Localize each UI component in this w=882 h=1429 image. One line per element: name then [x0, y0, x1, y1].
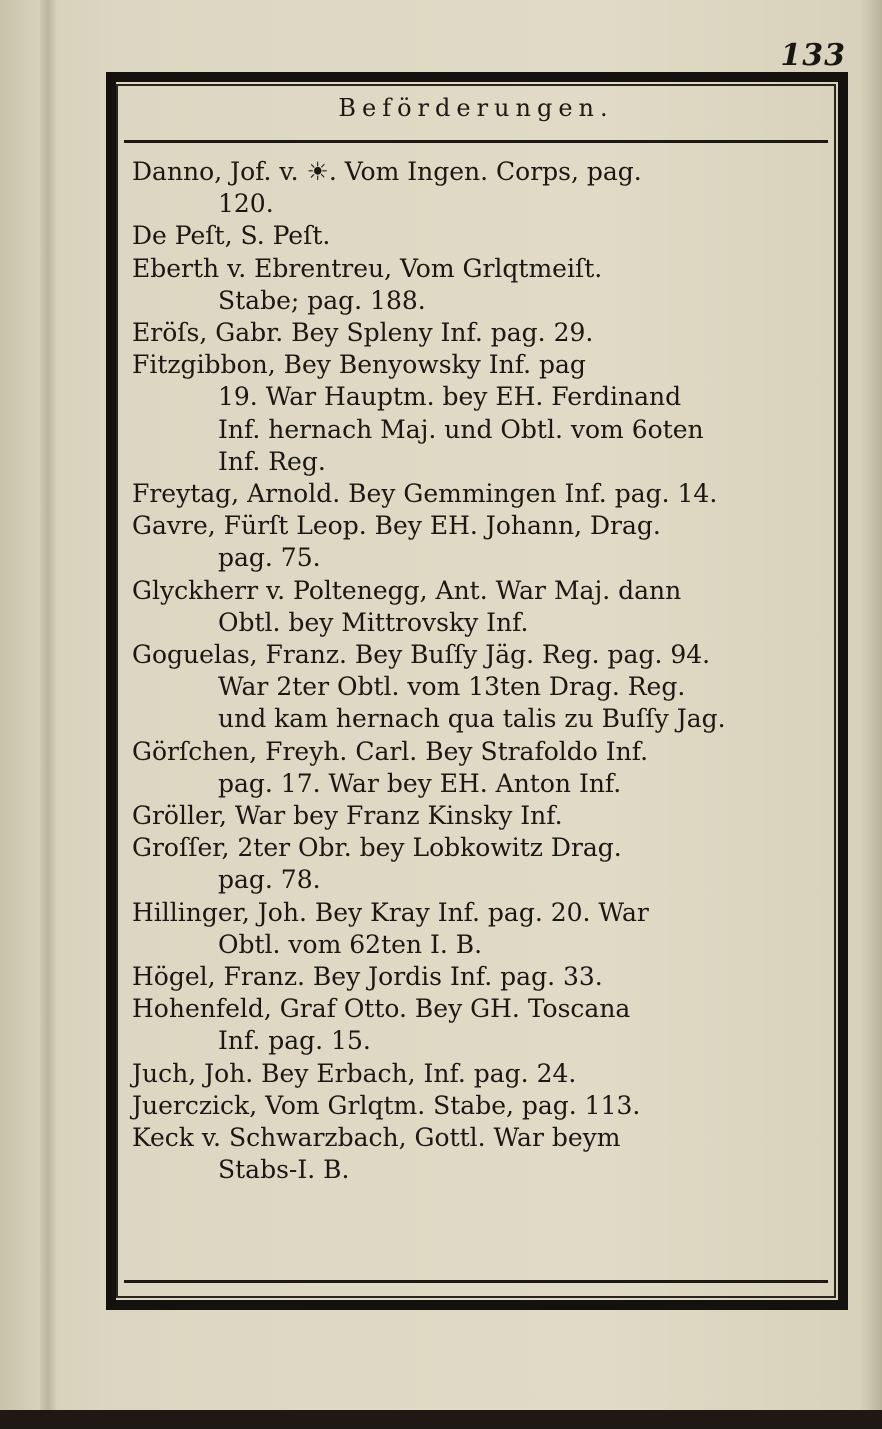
- entry-first-line: Görſchen, Freyh. Carl. Bey Strafoldo Inf.: [132, 736, 649, 766]
- entry-continuation-line: Inf. pag. 15.: [218, 1026, 371, 1056]
- list-item: [132, 510, 822, 574]
- entry-first-line: Gavre, Fürſt Leop. Bey EH. Johann, Drag.: [132, 511, 661, 541]
- entry-first-line: Groſſer, 2ter Obr. bey Lobkowitz Drag.: [132, 833, 622, 863]
- list-item: [132, 575, 822, 639]
- entry-first-line: Gröller, War bey Franz Kinsky Inf.: [132, 801, 563, 831]
- entry-first-line: Juerczick, Vom Grlqtm. Stabe, pag. 113.: [132, 1090, 641, 1120]
- entry-first-line: Eberth v. Ebrentreu, Vom Grlqtmeiſt.: [132, 253, 603, 283]
- entry-continuation-line: und kam hernach qua talis zu Buſſy Jag.: [218, 704, 726, 734]
- list-item: [132, 832, 822, 896]
- entry-first-line: Hohenfeld, Graf Otto. Bey GH. Toscana: [132, 994, 631, 1024]
- list-item: [132, 1122, 822, 1186]
- entry-continuation-line: Obtl. bey Mittrovsky Inf.: [218, 607, 529, 637]
- list-item: [132, 1058, 822, 1090]
- entry-first-line: Fitzgibbon, Bey Benyowsky Inf. pag: [132, 350, 586, 380]
- entry-first-line: Goguelas, Franz. Bey Buſſy Jäg. Reg. pag. 94.: [132, 640, 711, 670]
- entry-continuation-line: Obtl. vom 62ten I. B.: [218, 929, 483, 959]
- entry-continuation-line: 120.: [218, 189, 274, 219]
- entry-first-line: Glyckherr v. Poltenegg, Ant. War Maj. dann: [132, 575, 682, 605]
- list-item: [132, 220, 822, 252]
- entry-first-line: Freytag, Arnold. Bey Gemmingen Inf. pag. 14.: [132, 479, 718, 509]
- entry-continuation-line: War 2ter Obtl. vom 13ten Drag. Reg.: [218, 672, 686, 702]
- entry-first-line: Högel, Franz. Bey Jordis Inf. pag. 33.: [132, 962, 603, 992]
- list-item: [132, 478, 822, 510]
- entry-continuation-line: pag. 17. War bey EH. Anton Inf.: [218, 768, 622, 798]
- entry-continuation-line: Stabs-I. B.: [218, 1155, 350, 1185]
- page-bottom-edge: [0, 1410, 882, 1429]
- list-item: [132, 961, 822, 993]
- entry-continuation-line: Stabe; pag. 188.: [218, 285, 426, 315]
- entry-continuation-line: 19. War Hauptm. bey EH. Ferdinand: [218, 382, 682, 412]
- list-item: [132, 800, 822, 832]
- entry-continuation-line: pag. 75.: [218, 543, 321, 573]
- list-item: [132, 253, 822, 317]
- section-header: Beförderungen.: [338, 94, 614, 122]
- entry-continuation-line: Inf. Reg.: [218, 446, 326, 476]
- list-item: [132, 736, 822, 800]
- list-item: [132, 897, 822, 961]
- footer-rule: [124, 1280, 828, 1283]
- entry-list: [132, 156, 822, 1187]
- list-item: [132, 156, 822, 220]
- entry-continuation-line: pag. 78.: [218, 865, 321, 895]
- page-gutter: [40, 0, 56, 1429]
- list-item: [132, 349, 822, 478]
- entry-first-line: Danno, Jof. v. ☀. Vom Ingen. Corps, pag.: [132, 157, 642, 186]
- entry-first-line: Keck v. Schwarzbach, Gottl. War beym: [132, 1123, 621, 1153]
- entry-first-line: De Peſt, S. Peſt.: [132, 221, 331, 251]
- entry-continuation-line: Inf. hernach Maj. und Obtl. vom 6oten: [218, 414, 704, 444]
- list-item: [132, 1090, 822, 1122]
- list-item: [132, 639, 822, 736]
- entry-first-line: Eröſs, Gabr. Bey Spleny Inf. pag. 29.: [132, 318, 594, 348]
- entry-first-line: Hillinger, Joh. Bey Kray Inf. pag. 20. War: [132, 897, 649, 927]
- list-item: [132, 993, 822, 1057]
- list-item: [132, 317, 822, 349]
- header-rule: [124, 140, 828, 143]
- page-number: 133: [780, 38, 846, 73]
- entry-first-line: Juch, Joh. Bey Erbach, Inf. pag. 24.: [132, 1058, 577, 1088]
